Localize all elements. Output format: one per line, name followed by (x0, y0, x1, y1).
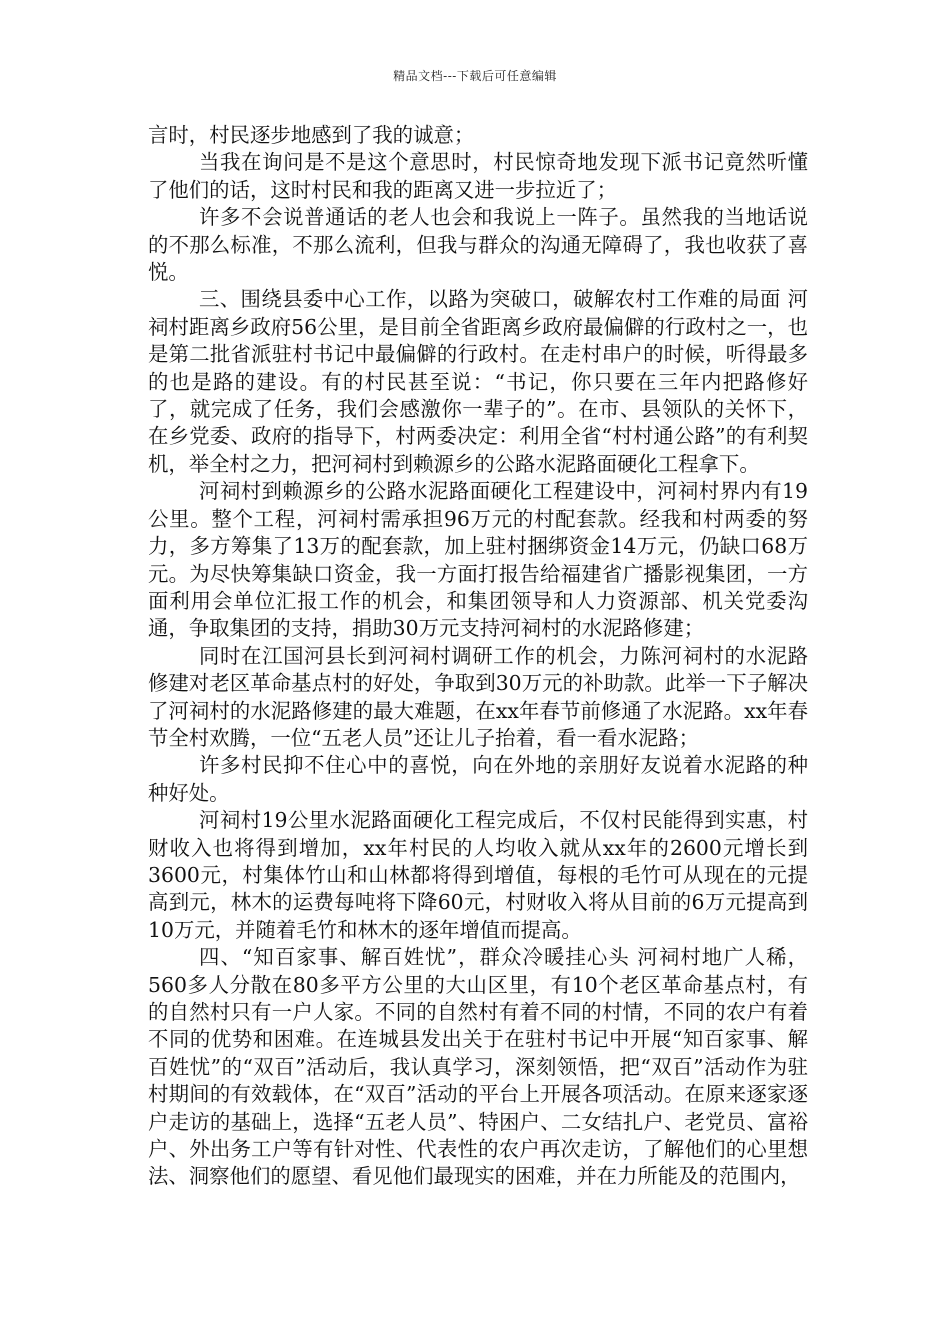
page-header: 精品文档---下载后可任意编辑 (393, 69, 557, 83)
paragraph: 当我在询问是不是这个意思时，村民惊奇地发现下派书记竟然听懂了他们的话，这时村民和我的距离又进一步拉近了； (148, 150, 808, 202)
paragraph: 河祠村19公里水泥路面硬化工程完成后，不仅村民能得到实惠，村财收入也将得到增加，xx年村民的人均收入就从xx年的2600元增长到3600元，村集体竹山和山林都将得到增值，每根的毛竹可从现在的元提高到元，林木的运费每吨将下降60元，村财收入将从目前的6万元提高到10万元，并随着毛竹和林木的逐年增值而提高。 (148, 808, 808, 942)
document-body (148, 122, 808, 1191)
paragraph: 许多不会说普通话的老人也会和我说上一阵子。虽然我的当地话说的不那么标准，不那么流利，但我与群众的沟通无障碍了，我也收获了喜悦。 (148, 205, 808, 285)
paragraph: 许多村民抑不住心中的喜悦，向在外地的亲朋好友说着水泥路的种种好处。 (148, 753, 808, 805)
paragraph-continuation: 言时，村民逐步地感到了我的诚意； (148, 123, 475, 147)
section-heading-paragraph: 四、“知百家事、解百姓忧”，群众冷暖挂心头 河祠村地广人稀，560多人分散在80多平方公里的大山区里，有10个老区革命基点村，有的自然村只有一户人家。不同的自然村有着不同的村情，不同的农户有着不同的优势和困难。在连城县发出关于在驻村书记中开展“知百家事、解百姓忧”的“双百”活动后，我认真学习，深刻领悟，把“双百”活动作为驻村期间的有效载体，在“双百”活动的平台上开展各项活动。在原来逐家逐户走访的基础上，选择“五老人员”、特困户、二女结扎户、老党员、富裕户、外出务工户等有针对性、代表性的农户再次走访，了解他们的心里想法、洞察他们的愿望、看见他们最现实的困难，并在力所能及的范围内， (148, 945, 808, 1189)
paragraph: 河祠村到赖源乡的公路水泥路面硬化工程建设中，河祠村界内有19公里。整个工程，河祠村需承担96万元的村配套款。经我和村两委的努力，多方筹集了13万的配套款，加上驻村捆绑资金14万元，仍缺口68万元。为尽快筹集缺口资金，我一方面打报告给福建省广播影视集团，一方面利用会单位汇报工作的机会，和集团领导和人力资源部、机关党委沟通，争取集团的支持，捐助30万元支持河祠村的水泥路修建； (148, 479, 808, 641)
paragraph: 同时在江国河县长到河祠村调研工作的机会，力陈河祠村的水泥路修建对老区革命基点村的好处，争取到30万元的补助款。此举一下子解决了河祠村的水泥路修建的最大难题，在xx年春节前修通了水泥路。xx年春节全村欢腾，一位“五老人员”还让儿子抬着，看一看水泥路； (148, 643, 808, 750)
section-heading-paragraph: 三、围绕县委中心工作，以路为突破口，破解农村工作难的局面 河祠村距离乡政府56公里，是目前全省距离乡政府最偏僻的行政村之一，也是第二批省派驻村书记中最偏僻的行政村。在走村串户的时候，听得最多的也是路的建设。有的村民甚至说：“书记，你只要在三年内把路修好了，就完成了任务，我们会感激你一辈子的”。在市、县领队的关怀下，在乡党委、政府的指导下，村两委决定：利用全省“村村通公路”的有利契机，举全村之力，把河祠村到赖源乡的公路水泥路面硬化工程拿下。 (148, 287, 808, 476)
